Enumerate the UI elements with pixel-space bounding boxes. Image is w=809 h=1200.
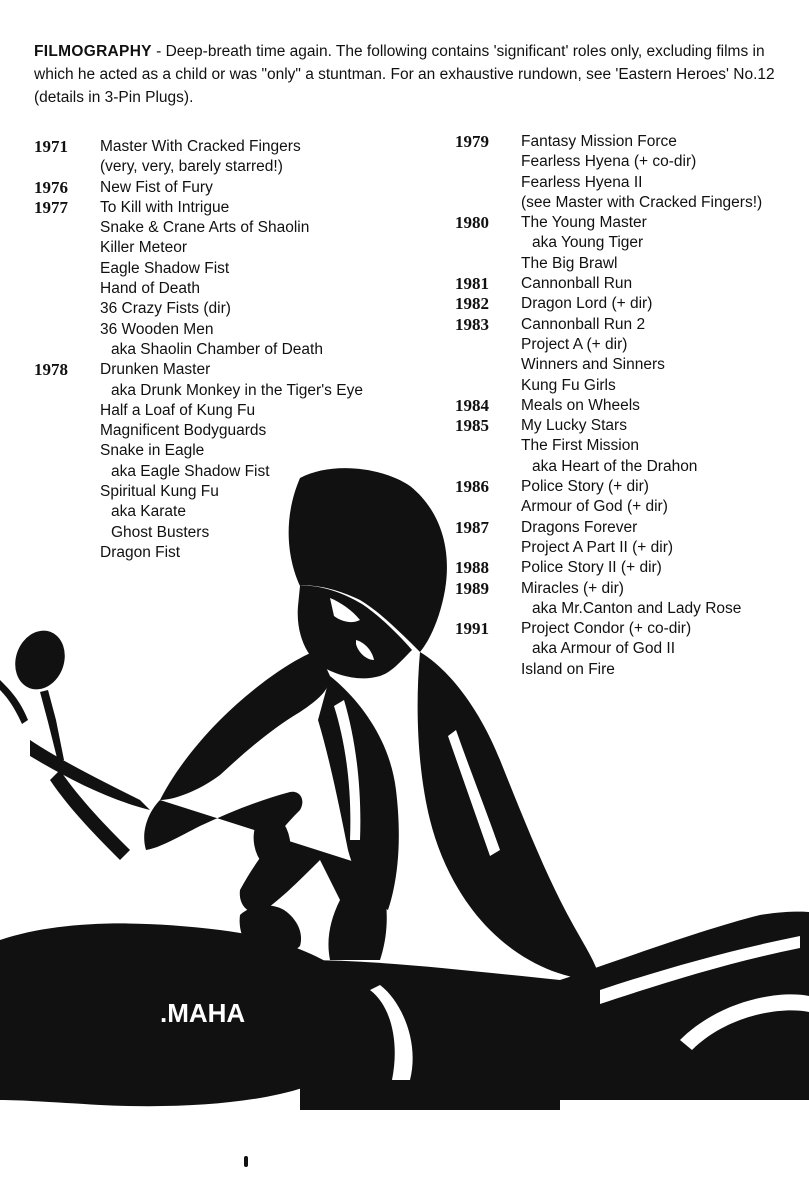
entry-year	[34, 502, 100, 522]
entry-title: To Kill with Intrigue	[100, 198, 230, 216]
entry-year: 1983	[455, 314, 489, 334]
entry-year	[455, 639, 521, 659]
entry-year: 1985	[455, 416, 489, 436]
filmography-entry	[455, 477, 805, 497]
entry-year: 1991	[455, 619, 489, 639]
filmography-entry	[455, 518, 805, 538]
filmography-entry	[455, 396, 805, 416]
entry-year	[455, 152, 521, 172]
filmography-entry	[34, 279, 434, 299]
filmography-entry	[34, 421, 434, 441]
entry-year	[34, 401, 100, 421]
filmography-entry	[455, 558, 805, 578]
entry-title: Cannonball Run 2	[521, 315, 646, 333]
entry-title: Magnificent Bodyguards	[100, 422, 267, 440]
filmography-entry	[455, 233, 805, 253]
ink-speck	[244, 1156, 248, 1167]
entry-title: aka Mr.Canton and Lady Rose	[532, 599, 742, 617]
entry-title: Half a Loaf of Kung Fu	[100, 401, 256, 419]
entry-title: aka Drunk Monkey in the Tiger's Eye	[111, 381, 363, 399]
entry-title: 36 Crazy Fists (dir)	[100, 300, 231, 318]
entry-title: Project Condor (+ co-dir)	[521, 620, 692, 638]
entry-title: 36 Wooden Men	[100, 320, 214, 338]
entry-title: Dragon Fist	[100, 543, 181, 561]
entry-year: 1976	[34, 177, 68, 197]
filmography-entry	[455, 173, 805, 193]
entry-title: (see Master with Cracked Fingers!)	[521, 193, 763, 211]
entry-year	[455, 335, 521, 355]
entry-title: Cannonball Run	[521, 275, 633, 293]
filmography-entry	[34, 218, 434, 238]
entry-title: aka Heart of the Drahon	[532, 457, 698, 475]
entry-title: Kung Fu Girls	[521, 376, 616, 394]
entry-title: Armour of God (+ dir)	[521, 498, 668, 516]
entry-year	[455, 660, 521, 680]
entry-title: The Young Master	[521, 214, 647, 232]
entry-year	[34, 299, 100, 319]
entry-year	[34, 421, 100, 441]
entry-year	[34, 238, 100, 258]
entry-year	[455, 457, 521, 477]
entry-title: Ghost Busters	[111, 523, 210, 541]
entry-title: The Big Brawl	[521, 254, 618, 272]
entry-title: The First Mission	[521, 437, 639, 455]
entry-year: 1986	[455, 477, 489, 497]
entry-title: Police Story (+ dir)	[521, 478, 649, 496]
entry-title: Snake in Eagle	[100, 442, 205, 460]
filmography-entry	[455, 660, 805, 680]
filmography-entry	[34, 157, 434, 177]
entry-year	[455, 599, 521, 619]
filmography-entry	[34, 381, 434, 401]
filmography-entry	[34, 178, 434, 198]
entry-title: Fantasy Mission Force	[521, 133, 677, 150]
filmography-right-column	[455, 132, 805, 680]
entry-year	[455, 193, 521, 213]
filmography-entry	[455, 436, 805, 456]
entry-year: 1988	[455, 558, 489, 578]
entry-title: Winners and Sinners	[521, 356, 665, 374]
entry-year	[455, 254, 521, 274]
entry-year	[34, 543, 100, 563]
filmography-entry	[34, 299, 434, 319]
filmography-entry	[34, 320, 434, 340]
entry-title: Meals on Wheels	[521, 396, 640, 414]
filmography-entry	[455, 599, 805, 619]
entry-year	[34, 462, 100, 482]
filmography-entry	[455, 457, 805, 477]
entry-year: 1989	[455, 578, 489, 598]
filmography-entry	[34, 198, 434, 218]
filmography-entry	[455, 213, 805, 233]
intro-text: - Deep-breath time again. The following contains 'significant' roles only, excluding films in which he acted as a child or was "only" a stuntman. For an exhaustive rundown, see 'Eastern Heroes' No.12 (details in 3-Pin Plugs).	[34, 43, 775, 106]
entry-year: 1977	[34, 197, 68, 217]
entry-title: (very, very, barely starred!)	[100, 158, 283, 176]
entry-title: Fearless Hyena (+ co-dir)	[521, 153, 697, 171]
entry-year: 1979	[455, 132, 489, 151]
entry-title: Miracles (+ dir)	[521, 579, 624, 597]
filmography-entry	[34, 462, 434, 482]
entry-year: 1981	[455, 274, 489, 294]
entry-year: 1980	[455, 213, 489, 233]
filmography-entry	[455, 639, 805, 659]
filmography-entry	[455, 315, 805, 335]
filmography-entry	[455, 497, 805, 517]
entry-title: aka Young Tiger	[532, 234, 644, 252]
filmography-entry	[455, 619, 805, 639]
entry-title: Master With Cracked Fingers	[100, 138, 301, 155]
mirror-left	[7, 624, 73, 697]
entry-year: 1987	[455, 517, 489, 537]
filmography-entry	[34, 340, 434, 360]
filmography-entry	[455, 335, 805, 355]
entry-year	[34, 523, 100, 543]
filmography-entry	[455, 416, 805, 436]
entry-year: 1984	[455, 395, 489, 415]
entry-title: Police Story II (+ dir)	[521, 559, 662, 577]
entry-title: Dragons Forever	[521, 518, 638, 536]
entry-year	[455, 173, 521, 193]
entry-title: Drunken Master	[100, 361, 211, 379]
entry-title: Killer Meteor	[100, 239, 187, 257]
filmography-entry	[455, 579, 805, 599]
filmography-heading: FILMOGRAPHY	[34, 43, 152, 60]
entry-year	[34, 157, 100, 177]
filmography-entry	[34, 441, 434, 461]
filmography-entry	[34, 259, 434, 279]
entry-year	[34, 482, 100, 502]
entry-year	[455, 436, 521, 456]
entry-year	[34, 381, 100, 401]
entry-year	[34, 259, 100, 279]
entry-year	[455, 355, 521, 375]
filmography-entry	[455, 376, 805, 396]
filmography-entry	[34, 482, 434, 502]
filmography-entry	[34, 543, 434, 563]
intro-paragraph	[34, 40, 784, 109]
filmography-entry	[34, 137, 434, 157]
entry-year: 1971	[34, 137, 68, 156]
entry-title: Dragon Lord (+ dir)	[521, 295, 653, 313]
entry-title: Fearless Hyena II	[521, 173, 643, 191]
entry-title: My Lucky Stars	[521, 417, 627, 435]
entry-title: aka Armour of God II	[532, 640, 676, 658]
filmography-entry	[34, 502, 434, 522]
rider-jacket	[160, 650, 330, 800]
entry-title: aka Eagle Shadow Fist	[111, 462, 270, 480]
filmography-entry	[34, 523, 434, 543]
entry-year	[34, 218, 100, 238]
entry-year	[34, 320, 100, 340]
entry-year	[34, 279, 100, 299]
entry-year	[34, 340, 100, 360]
filmography-entry	[455, 355, 805, 375]
filmography-entry	[34, 238, 434, 258]
filmography-entry	[455, 538, 805, 558]
entry-year	[455, 376, 521, 396]
entry-title: New Fist of Fury	[100, 178, 213, 196]
entry-title: Island on Fire	[521, 660, 615, 678]
entry-year: 1978	[34, 360, 68, 380]
entry-year	[34, 441, 100, 461]
filmography-entry	[455, 132, 805, 152]
entry-title: Project A (+ dir)	[521, 335, 628, 353]
entry-year	[455, 538, 521, 558]
filmography-entry	[34, 401, 434, 421]
filmography-entry	[34, 360, 434, 380]
entry-title: aka Karate	[111, 503, 186, 521]
filmography-entry	[455, 152, 805, 172]
entry-title: Hand of Death	[100, 280, 200, 298]
entry-year	[455, 497, 521, 517]
entry-title: Project A Part II (+ dir)	[521, 538, 674, 556]
filmography-left-column	[34, 137, 434, 563]
filmography-entry	[455, 254, 805, 274]
entry-title: Eagle Shadow Fist	[100, 259, 230, 277]
filmography-entry	[455, 193, 805, 213]
entry-title: Spiritual Kung Fu	[100, 483, 219, 501]
entry-year	[455, 233, 521, 253]
entry-title: aka Shaolin Chamber of Death	[111, 340, 323, 358]
entry-year: 1982	[455, 294, 489, 314]
filmography-entry	[455, 294, 805, 314]
filmography-entry	[455, 274, 805, 294]
entry-title: Snake & Crane Arts of Shaolin	[100, 219, 310, 237]
tank-lettering: .MAHA	[160, 998, 246, 1028]
